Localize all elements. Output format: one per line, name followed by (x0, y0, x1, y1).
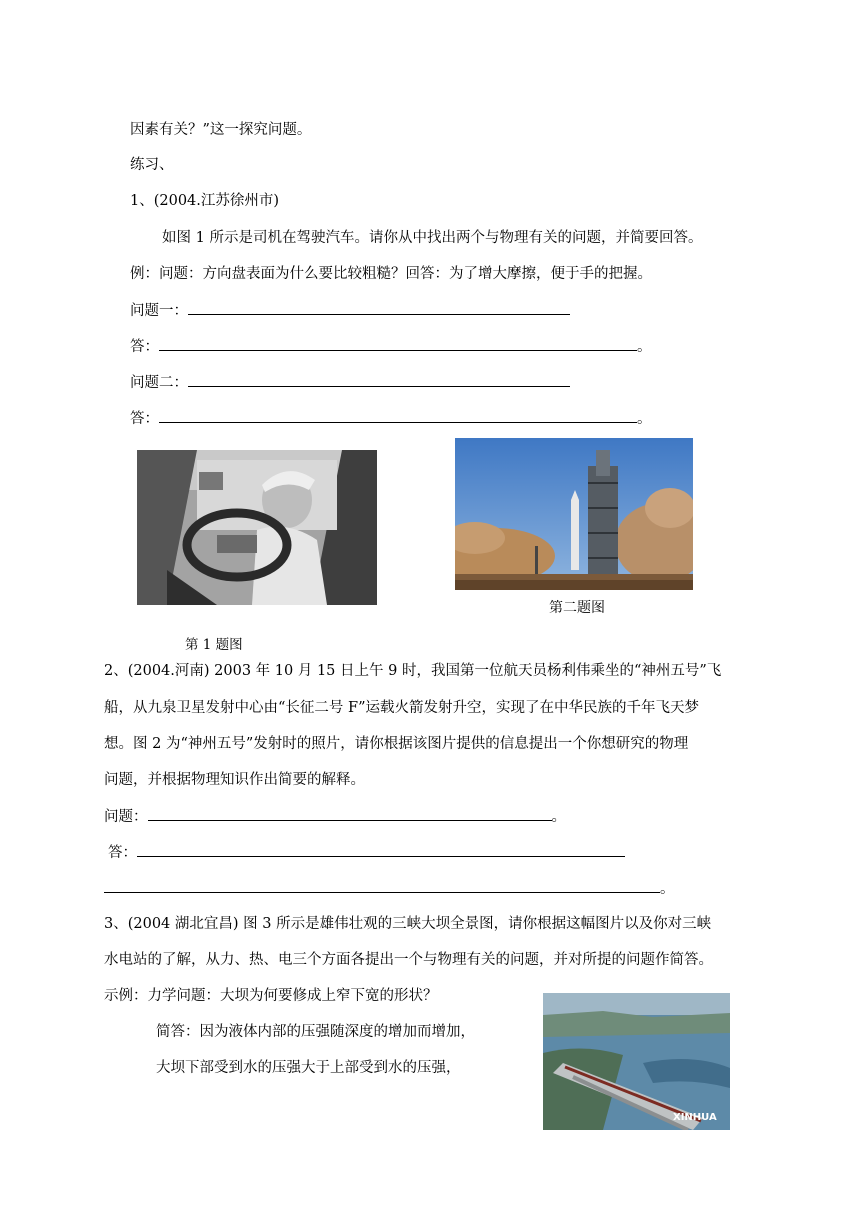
question-2-line-2: 船，从九泉卫星发射中心由“长征二号 F”运载火箭发射升空，实现了在中华民族的千年飞天梦 (104, 700, 699, 716)
answer-1-line-b (130, 409, 652, 428)
rocket-launch-image (455, 438, 693, 590)
question-1-example: 例：问题：方向盘表面为什么要比较粗糙？回答：为了增大摩擦，便于手的把握。 (130, 266, 652, 282)
answer-blank[interactable] (137, 843, 625, 857)
blank-label: 问题： (104, 809, 148, 825)
question-1-line-b (130, 373, 570, 392)
answer-blank[interactable] (159, 337, 637, 351)
question-3-answer-2: 大坝下部受到水的压强大于上部受到水的压强， (156, 1060, 461, 1076)
text-line-2: 练习、 (130, 157, 174, 173)
period: 。 (637, 339, 652, 355)
question-3-answer-1: 简答：因为液体内部的压强随深度的增加而增加， (156, 1024, 475, 1040)
question-2-line-1: 2、(2004.河南) 2003 年 10 月 15 日上午 9 时，我国第一位航天员杨利伟乘坐的“神州五号”飞 (104, 663, 722, 679)
period: 。 (660, 881, 675, 897)
blank-label: 答： (108, 845, 137, 861)
blank-label: 答： (130, 339, 159, 355)
driver-photo-image (137, 450, 377, 605)
answer-blank[interactable] (188, 301, 570, 315)
driver-photo (137, 450, 377, 605)
question-2-line-4: 问题，并根据物理知识作出简要的解释。 (104, 772, 365, 788)
figure-2-caption: 第二题图 (549, 600, 605, 616)
blank-label: 问题二： (130, 375, 188, 391)
blank-label: 答： (130, 411, 159, 427)
answer-blank[interactable] (148, 807, 552, 821)
question-1-line-a (130, 301, 570, 320)
answer-blank[interactable] (188, 373, 570, 387)
question-3-line-2: 水电站的了解，从力、热、电三个方面各提出一个与物理有关的问题，并对所提的问题作简答。 (104, 952, 713, 968)
question-2-answer-line (108, 843, 625, 862)
question-1-text: 如图 1 所示是司机在驾驶汽车。请你从中找出两个与物理有关的问题，并简要回答。 (162, 230, 703, 246)
figure-1-caption: 第 1 题图 (185, 637, 243, 653)
dam-photo (543, 993, 730, 1130)
blank-label: 问题一： (130, 303, 188, 319)
dam-image (543, 993, 730, 1130)
question-2-question-line (104, 807, 566, 826)
period: 。 (637, 411, 652, 427)
answer-blank[interactable] (104, 879, 660, 893)
period: 。 (551, 809, 566, 825)
question-2-line-3: 想。图 2 为“神州五号”发射时的照片，请你根据该图片提供的信息提出一个你想研究的物理 (104, 736, 689, 752)
question-3-example: 示例：力学问题：大坝为何要修成上窄下宽的形状？ (104, 988, 438, 1004)
question-1-header: 1、(2004.江苏徐州市) (130, 193, 280, 209)
answer-1-line-a (130, 337, 652, 356)
answer-blank[interactable] (159, 409, 637, 423)
question-2-answer-line-2 (104, 879, 675, 898)
question-3-line-1: 3、(2004 湖北宜昌) 图 3 所示是雄伟壮观的三峡大坝全景图，请你根据这幅图片以及你对三峡 (104, 916, 712, 932)
photo-watermark: XINHUA (673, 1112, 717, 1123)
rocket-launch-photo (455, 438, 693, 590)
text-line-1: 因素有关？”这一探究问题。 (130, 122, 312, 138)
